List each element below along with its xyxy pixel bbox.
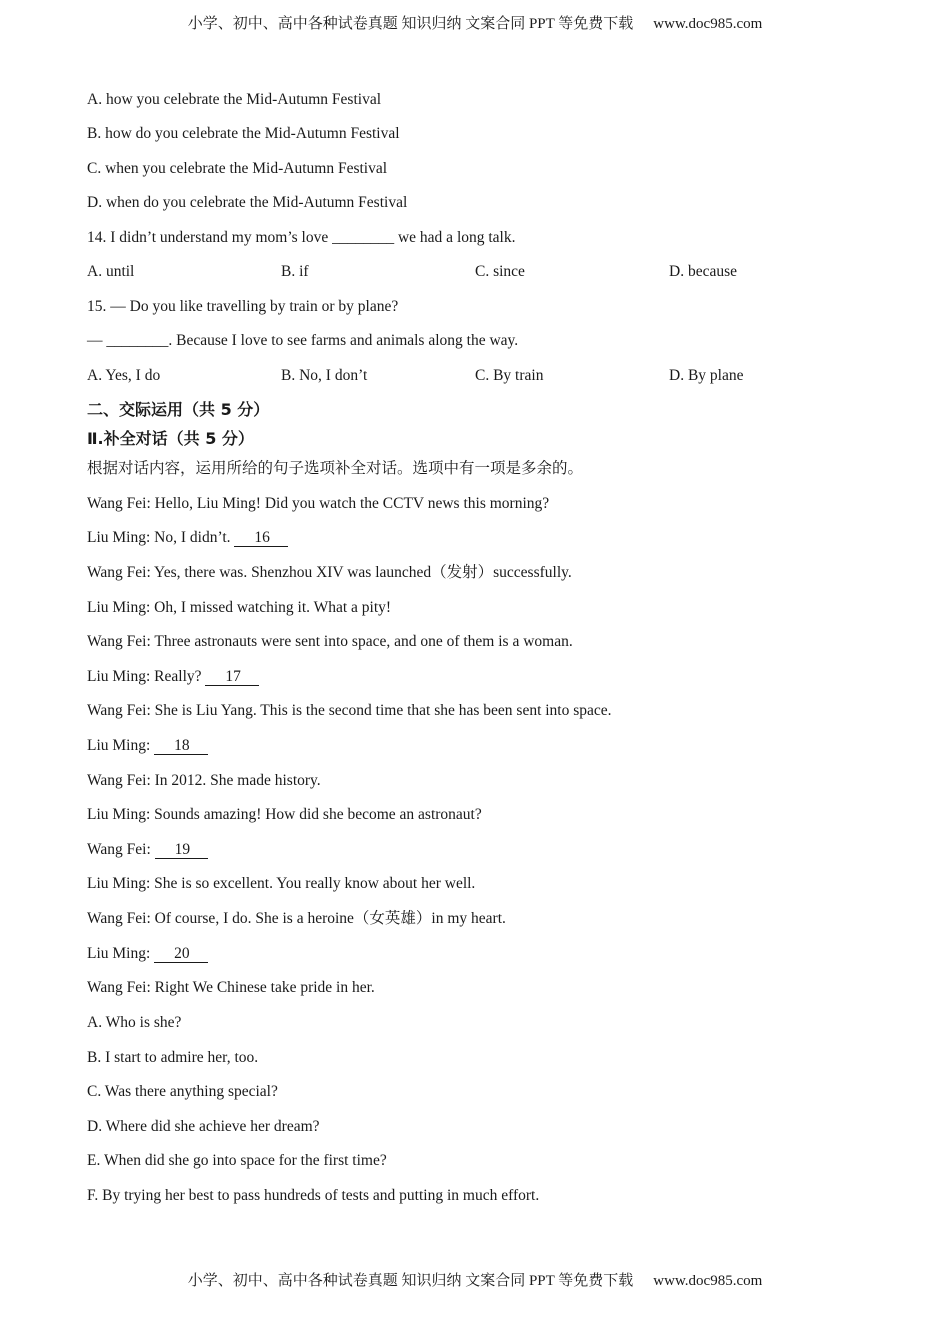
q15-option-a: A. Yes, I do bbox=[87, 367, 161, 384]
choice-b: B. I start to admire her, too. bbox=[87, 1049, 259, 1066]
answer-blank-17[interactable]: 17 bbox=[205, 668, 259, 686]
header-site: www.doc985.com bbox=[653, 16, 763, 32]
q15-option-c: C. By train bbox=[475, 367, 544, 384]
dialogue-line: Wang Fei: 19 bbox=[87, 840, 208, 860]
page-header bbox=[0, 12, 950, 33]
dialogue-line: Wang Fei: She is Liu Yang. This is the second time that she has been sent into space. bbox=[87, 702, 612, 719]
dialogue-line: Wang Fei: Hello, Liu Ming! Did you watch the CCTV news this morning? bbox=[87, 495, 550, 512]
q15-stem: 15. — Do you like travelling by train or by plane? bbox=[87, 298, 399, 315]
footer-text: 小学、初中、高中各种试卷真题 知识归纳 文案合同 PPT 等免费下载 bbox=[187, 1273, 634, 1289]
answer-blank-16[interactable]: 16 bbox=[234, 529, 288, 547]
dialogue-line: Liu Ming: She is so excellent. You really know about her well. bbox=[87, 875, 476, 892]
q15-reply: — ________. Because I love to see farms and animals along the way. bbox=[87, 332, 519, 349]
choice-e: E. When did she go into space for the first time? bbox=[87, 1152, 387, 1169]
dialogue-line: Liu Ming: No, I didn’t. 16 bbox=[87, 528, 288, 548]
choice-f: F. By trying her best to pass hundreds of tests and putting in much effort. bbox=[87, 1187, 540, 1204]
answer-blank-18[interactable]: 18 bbox=[154, 737, 208, 755]
q15-option-d: D. By plane bbox=[669, 367, 744, 384]
dialogue-line: Liu Ming: Oh, I missed watching it. What a pity! bbox=[87, 599, 392, 616]
q13-option-d: D. when do you celebrate the Mid-Autumn Festival bbox=[87, 194, 408, 211]
dialogue-line: Wang Fei: Right We Chinese take pride in her. bbox=[87, 979, 375, 996]
choice-d: D. Where did she achieve her dream? bbox=[87, 1118, 320, 1135]
dialogue-line: Liu Ming: Sounds amazing! How did she become an astronaut? bbox=[87, 806, 482, 823]
page-footer bbox=[0, 1269, 950, 1290]
dialogue-line: Wang Fei: In 2012. She made history. bbox=[87, 772, 321, 789]
answer-blank-20[interactable]: 20 bbox=[154, 945, 208, 963]
answer-blank-19[interactable]: 19 bbox=[155, 841, 209, 859]
q14-option-c: C. since bbox=[475, 263, 525, 280]
header-text: 小学、初中、高中各种试卷真题 知识归纳 文案合同 PPT 等免费下载 bbox=[187, 16, 634, 32]
q14-option-d: D. because bbox=[669, 263, 737, 280]
q13-option-c: C. when you celebrate the Mid-Autumn Festival bbox=[87, 160, 388, 177]
q13-option-b: B. how do you celebrate the Mid-Autumn Festival bbox=[87, 125, 400, 142]
dialogue-line: Liu Ming: 20 bbox=[87, 944, 208, 964]
q14-stem: 14. I didn’t understand my mom’s love ________ we had a long talk. bbox=[87, 229, 516, 246]
q14-option-b: B. if bbox=[281, 263, 309, 280]
section-subtitle: Ⅱ.补全对话（共 5 分） bbox=[87, 429, 254, 448]
section-instruction: 根据对话内容，运用所给的句子选项补全对话。选项中有一项是多余的。 bbox=[87, 460, 584, 477]
section-title: 二、交际运用（共 5 分） bbox=[87, 400, 270, 419]
footer-site: www.doc985.com bbox=[653, 1273, 763, 1289]
q13-option-a: A. how you celebrate the Mid-Autumn Festival bbox=[87, 91, 382, 108]
dialogue-line: Liu Ming: Really? 17 bbox=[87, 667, 259, 687]
dialogue-line: Wang Fei: Three astronauts were sent into space, and one of them is a woman. bbox=[87, 633, 573, 650]
dialogue-line: Liu Ming: 18 bbox=[87, 736, 208, 756]
choice-c: C. Was there anything special? bbox=[87, 1083, 278, 1100]
dialogue-line: Wang Fei: Yes, there was. Shenzhou XIV was launched（发射）successfully. bbox=[87, 564, 572, 581]
q14-option-a: A. until bbox=[87, 263, 135, 280]
choice-a: A. Who is she? bbox=[87, 1014, 182, 1031]
dialogue-line: Wang Fei: Of course, I do. She is a heroine（女英雄）in my heart. bbox=[87, 910, 506, 927]
q15-option-b: B. No, I don’t bbox=[281, 367, 368, 384]
